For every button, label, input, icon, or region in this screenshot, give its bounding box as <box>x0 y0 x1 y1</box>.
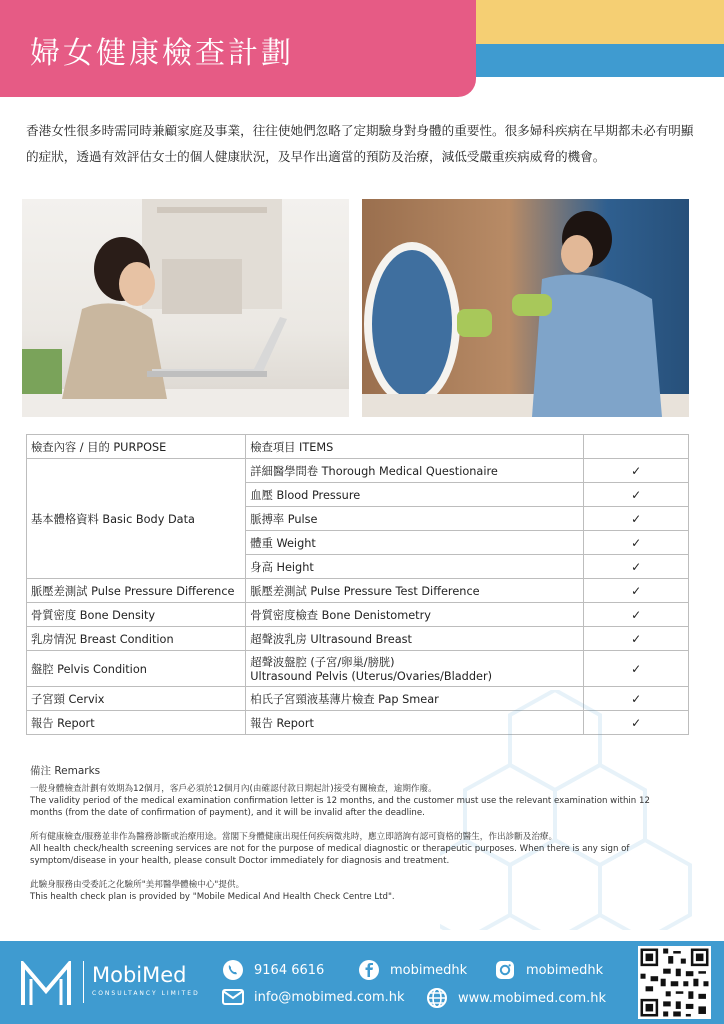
purpose-cervix: 子宮頸 Cervix <box>27 687 246 711</box>
remark-validity-zh: 一般身體檢查計劃有效期為12個月，客戶必須於12個月內(由確認付款日期起計)接受有關檢查，逾期作廢。 <box>30 784 437 794</box>
remark-disclaimer-en: All health check/health screening services are not for the purpose of medical diagnostic or therapeutic purposes. When there is any sign of symptom/disease in your health, please consult Doctor immediately for diagnosis and treatment. <box>30 844 630 866</box>
contact-email[interactable] <box>222 988 405 1006</box>
logo-divider <box>83 961 84 1003</box>
check-mark: ✓ <box>584 483 689 507</box>
table-row <box>27 651 689 687</box>
contact-website[interactable] <box>426 987 606 1009</box>
purpose-report: 報告 Report <box>27 711 246 735</box>
instagram-handle: mobimedhk <box>526 962 604 978</box>
intro-paragraph: 香港女性很多時需同時兼顧家庭及事業，往往使她們忽略了定期驗身對身體的重要性。很多婦科疾病在早期都未必有明顯的症狀，透過有效評估女士的個人健康狀況，及早作出適當的預防及治療，減低受嚴重疾病威脅的機會。 <box>26 123 694 164</box>
item-blood-pressure: 血壓 Blood Pressure <box>246 483 584 507</box>
purpose-pelvis: 盤腔 Pelvis Condition <box>27 651 246 687</box>
item-pulse: 脈搏率 Pulse <box>246 507 584 531</box>
website-url: www.mobimed.com.hk <box>458 990 607 1006</box>
facebook-icon <box>358 959 380 981</box>
footer <box>0 941 724 1024</box>
item-pulse-pressure: 脈壓差測試 Pulse Pressure Test Difference <box>246 579 584 603</box>
title-banner <box>0 0 476 97</box>
table-row <box>27 627 689 651</box>
remark-disclaimer <box>30 831 680 867</box>
remark-disclaimer-zh: 所有健康檢查/服務並非作為醫務診斷或治療用途。當閣下身體健康出現任何疾病徵兆時，應立即諮詢有認可資格的醫生，作出診斷及治療。 <box>30 832 558 842</box>
item-weight: 體重 Weight <box>246 531 584 555</box>
purpose-basic-body-data: 基本體格資料 Basic Body Data <box>27 459 246 579</box>
item-cervix: 柏氏子宮頸液基薄片檢查 Pap Smear <box>246 687 584 711</box>
remark-validity <box>30 783 680 819</box>
photo-woman-laptop <box>22 199 349 417</box>
remark-provider-en: This health check plan is provided by "Mobile Medical And Health Check Centre Ltd". <box>30 892 395 902</box>
item-pelvis-zh: 超聲波盤腔 (子宮/卵巢/膀胱) <box>250 656 395 669</box>
item-breast: 超聲波乳房 Ultrasound Breast <box>246 627 584 651</box>
remarks-section <box>30 765 680 915</box>
purpose-pulse-pressure: 脈壓差測試 Pulse Pressure Difference <box>27 579 246 603</box>
item-bone-density: 骨質密度檢查 Bone Denistometry <box>246 603 584 627</box>
remark-provider-zh: 此驗身服務由受委託之化驗所"美邦醫學體檢中心"提供。 <box>30 880 245 890</box>
page-title: 婦女健康檢查計劃 <box>30 36 294 71</box>
table-row <box>27 459 689 483</box>
contact-phone[interactable] <box>222 959 324 981</box>
check-mark: ✓ <box>584 531 689 555</box>
check-mark: ✓ <box>584 687 689 711</box>
item-pelvis <box>246 651 584 687</box>
table-row <box>27 579 689 603</box>
mobimed-logo-icon <box>20 961 72 1007</box>
instagram-icon <box>494 959 516 981</box>
table-row <box>27 603 689 627</box>
photo-woman-cleaning <box>362 199 689 417</box>
check-mark: ✓ <box>584 627 689 651</box>
whatsapp-icon <box>222 959 244 981</box>
contact-instagram[interactable] <box>494 959 603 981</box>
purpose-bone-density: 骨質密度 Bone Density <box>27 603 246 627</box>
photo-woman-cleaning-illustration <box>362 199 689 417</box>
item-questionnaire: 詳細醫學問卷 Thorough Medical Questionaire <box>246 459 584 483</box>
email-icon <box>222 988 244 1006</box>
remark-provider <box>30 879 680 903</box>
remarks-title: 備注 Remarks <box>30 765 101 777</box>
header-purpose: 檢查內容 / 目的 PURPOSE <box>27 435 246 459</box>
item-report: 報告 Report <box>246 711 584 735</box>
email-address: info@mobimed.com.hk <box>254 989 405 1005</box>
header-items: 檢查項目 ITEMS <box>246 435 584 459</box>
check-mark: ✓ <box>584 651 689 687</box>
table-header-row <box>27 435 689 459</box>
item-pelvis-en: Ultrasound Pelvis (Uterus/Ovaries/Bladder) <box>250 670 492 683</box>
purpose-breast: 乳房情況 Breast Condition <box>27 627 246 651</box>
contact-facebook[interactable] <box>358 959 467 981</box>
check-mark: ✓ <box>584 603 689 627</box>
phone-number: 9164 6616 <box>254 962 325 978</box>
check-mark: ✓ <box>584 507 689 531</box>
remark-validity-en: The validity period of the medical examination confirmation letter is 12 months, and the customer must use the relevant examination within 12 months (from the date of confirmation of payment), and it will be invalid after the deadline. <box>30 796 650 818</box>
header-check <box>584 435 689 459</box>
qr-code-icon[interactable] <box>638 946 711 1019</box>
item-height: 身高 Height <box>246 555 584 579</box>
check-mark: ✓ <box>584 555 689 579</box>
check-mark: ✓ <box>584 711 689 735</box>
photo-woman-laptop-illustration <box>22 199 349 417</box>
globe-icon <box>426 987 448 1009</box>
brand-subtitle: CONSULTANCY LIMITED <box>92 990 200 997</box>
facebook-handle: mobimedhk <box>390 962 468 978</box>
brand-name: MobiMed <box>92 963 187 987</box>
check-mark: ✓ <box>584 459 689 483</box>
check-mark: ✓ <box>584 579 689 603</box>
